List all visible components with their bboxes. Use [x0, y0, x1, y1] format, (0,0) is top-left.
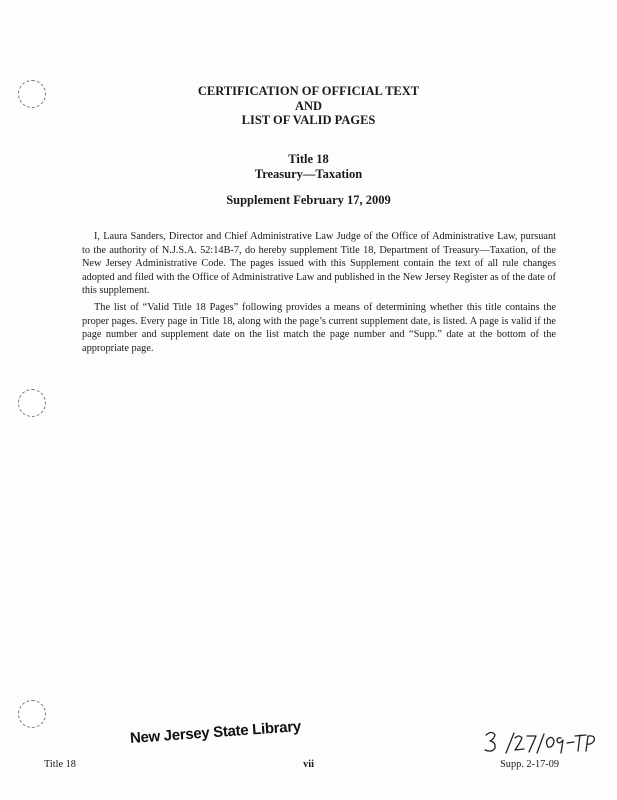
footer-supplement-date: Supp. 2-17-09	[500, 759, 559, 770]
title-subject: Treasury—Taxation	[254, 167, 363, 181]
title-number: Title 18	[288, 152, 329, 166]
handwritten-date-note	[482, 726, 600, 760]
library-stamp: New Jersey State Library	[129, 718, 302, 747]
supplement-date: Supplement February 17, 2009	[226, 193, 391, 207]
footer-title: Title 18	[44, 759, 76, 770]
certification-heading	[0, 84, 617, 128]
body-paragraph-2: The list of “Valid Title 18 Pages” following provides a means of determining whether this title contains the proper pages. Every page in Title 18, along with the page’s current supplement date, is listed. A page is valid if the page number and supplement date on the list match the page number and “Supp.” date at the bottom of the appropriate page.	[82, 302, 556, 354]
body-paragraph-1: I, Laura Sanders, Director and Chief Administrative Law Judge of the Office of Administrative Law, pursuant to the authority of N.J.S.A. 52:14B-7, do hereby supplement Title 18, Department of Treasury—Taxation, of the New Jersey Administrative Code. The pages issued with this Supplement contain the text of all rule changes adopted and filed with the Office of Administrative Law and published in the New Jersey Register as of the date of this supplement.	[82, 231, 556, 297]
heading-line-3: LIST OF VALID PAGES	[241, 113, 376, 127]
heading-line-1: CERTIFICATION OF OFFICIAL TEXT	[197, 84, 420, 98]
heading-line-2: AND	[294, 98, 323, 113]
title-block	[0, 152, 617, 182]
footer-page-number: vii	[303, 759, 314, 770]
punch-hole-middle	[18, 389, 46, 417]
punch-hole-bottom	[18, 700, 46, 728]
